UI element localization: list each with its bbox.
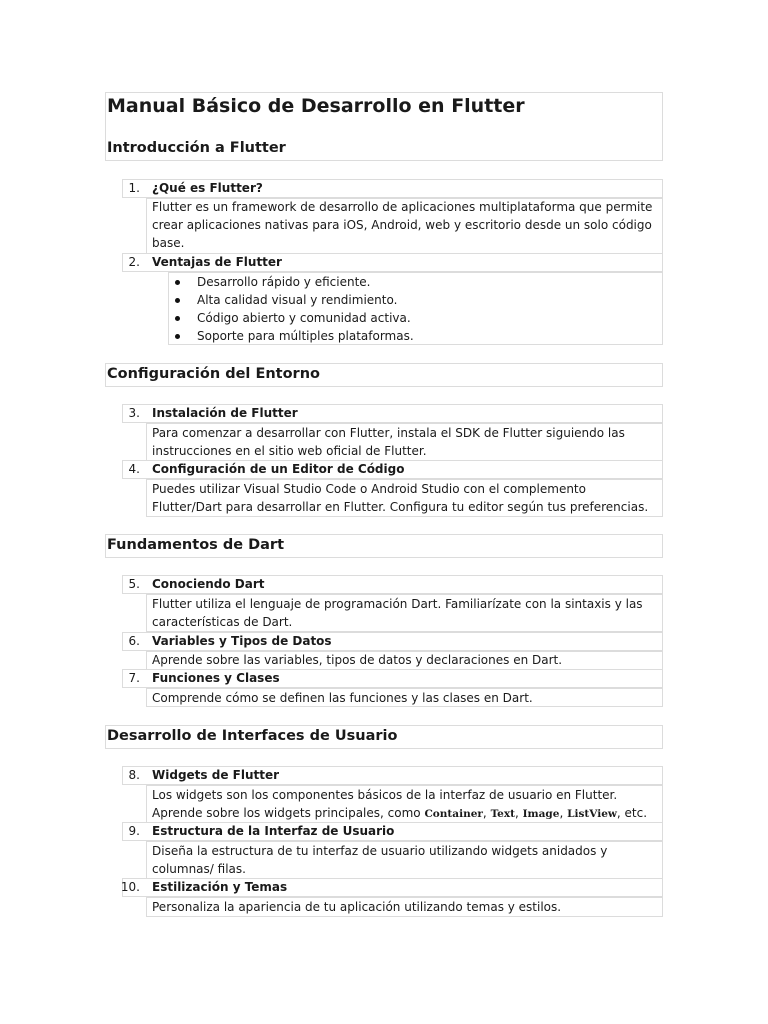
item-number: 9. [128, 824, 140, 838]
item-title: Estructura de la Interfaz de Usuario [152, 824, 395, 838]
code-text: Text [490, 808, 515, 820]
code-container: Container [424, 808, 483, 820]
item-number: 4. [128, 462, 140, 476]
item-number: 5. [128, 577, 140, 591]
item-title: Estilización y Temas [152, 880, 288, 894]
item-description: Diseña la estructura de tu interfaz de usuario utilizando widgets anidados y columnas/ filas. [152, 844, 608, 876]
item-title: Conociendo Dart [152, 577, 265, 591]
item-number: 7. [128, 671, 140, 685]
code-listview: ListView [567, 808, 617, 820]
separator: , [482, 806, 491, 820]
item-title: Ventajas de Flutter [152, 255, 282, 269]
list-item: Soporte para múltiples plataformas. [168, 327, 414, 345]
section-title-configuracion: Configuración del Entorno [107, 366, 320, 382]
item-description: Flutter es un framework de desarrollo de aplicaciones multiplataforma que permite crear aplicaciones nativas para iOS, Android, web y escritorio desde un solo código base. [152, 200, 653, 250]
bullet-list [168, 273, 414, 345]
description-text: Los widgets son los componentes básicos de la interfaz de usuario en Flutter. Aprende sobre los widgets principales, como [152, 788, 618, 820]
code-image: Image [522, 808, 560, 820]
item-title: Configuración de un Editor de Código [152, 462, 405, 476]
item-number: 10. [120, 880, 140, 894]
item-description: Puedes utilizar Visual Studio Code o Android Studio con el complemento Flutter/Dart para desarrollar en Flutter. Configura tu editor según tus preferencias. [152, 482, 649, 514]
list-item: Desarrollo rápido y eficiente. [168, 273, 414, 291]
item-number: 8. [128, 768, 140, 782]
separator: , [514, 806, 523, 820]
section-title-introduccion: Introducción a Flutter [107, 140, 286, 156]
item-number: 3. [128, 406, 140, 420]
document-title: Manual Básico de Desarrollo en Flutter [107, 95, 525, 117]
item-title: Widgets de Flutter [152, 768, 280, 782]
item-description: Aprende sobre las variables, tipos de datos y declaraciones en Dart. [152, 653, 563, 667]
item-title: Instalación de Flutter [152, 406, 298, 420]
item-description [152, 786, 657, 823]
description-tail: , etc. [616, 806, 648, 820]
separator: , [559, 806, 568, 820]
item-title: ¿Qué es Flutter? [152, 181, 263, 195]
item-title: Variables y Tipos de Datos [152, 634, 332, 648]
item-title: Funciones y Clases [152, 671, 280, 685]
list-item: Código abierto y comunidad activa. [168, 309, 414, 327]
item-number: 1. [128, 181, 140, 195]
item-number: 2. [128, 255, 140, 269]
section-title-fundamentos: Fundamentos de Dart [107, 537, 284, 553]
item-description: Flutter utiliza el lenguaje de programación Dart. Familiarízate con la sintaxis y las características de Dart. [152, 597, 643, 629]
list-item: Alta calidad visual y rendimiento. [168, 291, 414, 309]
item-description: Personaliza la apariencia de tu aplicación utilizando temas y estilos. [152, 900, 562, 914]
item-description: Para comenzar a desarrollar con Flutter, instala el SDK de Flutter siguiendo las instrucciones en el sitio web oficial de Flutter. [152, 426, 625, 458]
item-number: 6. [128, 634, 140, 648]
section-title-interfaces: Desarrollo de Interfaces de Usuario [107, 728, 398, 744]
item-description: Comprende cómo se definen las funciones y las clases en Dart. [152, 691, 533, 705]
